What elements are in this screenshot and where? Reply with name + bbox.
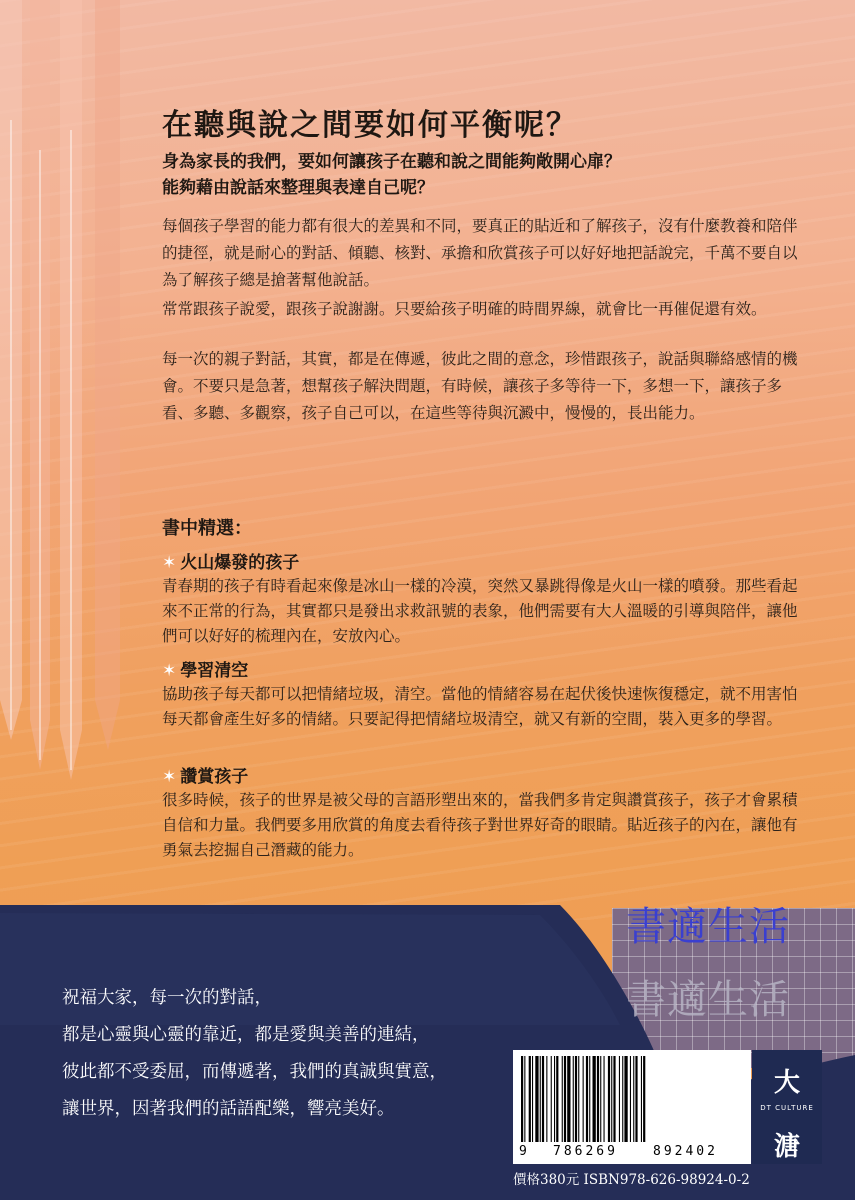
intro-paragraph-2: 常常跟孩子說愛，跟孩子說謝謝。只要給孩子明確的時間界線，就會比一再催促還有效。	[162, 300, 767, 318]
publisher-sub: DT CULTURE	[760, 1104, 814, 1112]
star-icon: ✶	[162, 661, 177, 681]
intro-paragraph-1: 每個孩子學習的能力都有很大的差異和不同，要真正的貼近和了解孩子，沒有什麼教養和陪伴的捷徑，就是耐心的對話、傾聽、核對、承擔和欣賞孩子可以好好地把話說完，千萬不要自以為了解孩子總是搶著幫他說話。	[162, 217, 798, 289]
highlight-title-3: ✶ 讚賞孩子	[162, 767, 249, 787]
series-logo: 書適生活	[626, 904, 790, 950]
publisher-char-bottom: 溏	[773, 1132, 800, 1162]
subtitle	[162, 149, 682, 201]
price-isbn: 價格380元 ISBN978-626-98924-0-2	[513, 1172, 750, 1188]
blessing-line-1: 祝福大家，每一次的對話，	[62, 988, 272, 1008]
highlight-body-2: 協助孩子每天都可以把情緒垃圾，清空。當他的情緒容易在起伏後快速恢復穩定，就不用害怕每天都會產生好多的情緒。只要記得把情緒垃圾清空，就又有新的空間，裝入更多的學習。	[162, 685, 798, 728]
highlights-heading: 書中精選：	[162, 518, 252, 539]
barcode-digits-right: 892402	[653, 1144, 718, 1159]
barcode-bars	[519, 1056, 745, 1142]
highlight-body-1: 青春期的孩子有時看起來像是冰山一樣的冷漠，突然又暴跳得像是火山一樣的噴發。那些看起來不正常的行為，其實都只是發出求救訊號的表象，他們需要有大人溫暖的引導與陪伴，讓他們可以好好的梳理內在，安放內心。	[162, 577, 798, 645]
star-icon: ✶	[162, 767, 177, 787]
blessing-line-4: 讓世界，因著我們的話語配樂，響亮美好。	[62, 1099, 395, 1119]
book-title-question: 在聽與說之間要如何平衡呢？	[162, 108, 578, 143]
star-icon: ✶	[162, 553, 177, 573]
highlight-title-2: ✶ 學習清空	[162, 661, 249, 681]
isbn-barcode	[513, 1050, 751, 1164]
barcode-digits-left: 786269	[553, 1144, 618, 1159]
blessing-line-2: 都是心靈與心靈的靠近，都是愛與美善的連結，	[62, 1025, 430, 1045]
intro-paragraph-3: 每一次的親子對話，其實，都是在傳遞，彼此之間的意念，珍惜跟孩子，說話與聯絡感情的機會。不要只是急著，想幫孩子解決問題，有時候，讓孩子多等待一下，多想一下，讓孩子多看、多聽、多觀察，孩子自己可以，在這些等待與沉澱中，慢慢的，長出能力。	[162, 350, 798, 422]
blessing-line-3: 彼此都不受委屈，而傳遞著，我們的真誠與實意，	[62, 1062, 447, 1082]
highlight-body-3: 很多時候，孩子的世界是被父母的言語形塑出來的，當我們多肯定與讚賞孩子，孩子才會累積自信和力量。我們要多用欣賞的角度去看待孩子對世界好奇的眼睛。貼近孩子的內在，讓他有勇氣去挖掘自己潛藏的能力。	[162, 791, 798, 859]
series-logo-shadow: 書適生活	[626, 977, 790, 1023]
publisher-char-top: 大	[773, 1068, 800, 1098]
highlight-title-1: ✶ 火山爆發的孩子	[162, 553, 300, 573]
publisher-logo	[752, 1050, 822, 1164]
subtitle-line: 能夠藉由說話來整理與表達自己呢？	[162, 178, 434, 198]
subtitle-line: 身為家長的我們，要如何讓孩子在聽和說之間能夠敞開心扉？	[162, 152, 621, 172]
barcode-digit-first: 9	[519, 1144, 527, 1159]
